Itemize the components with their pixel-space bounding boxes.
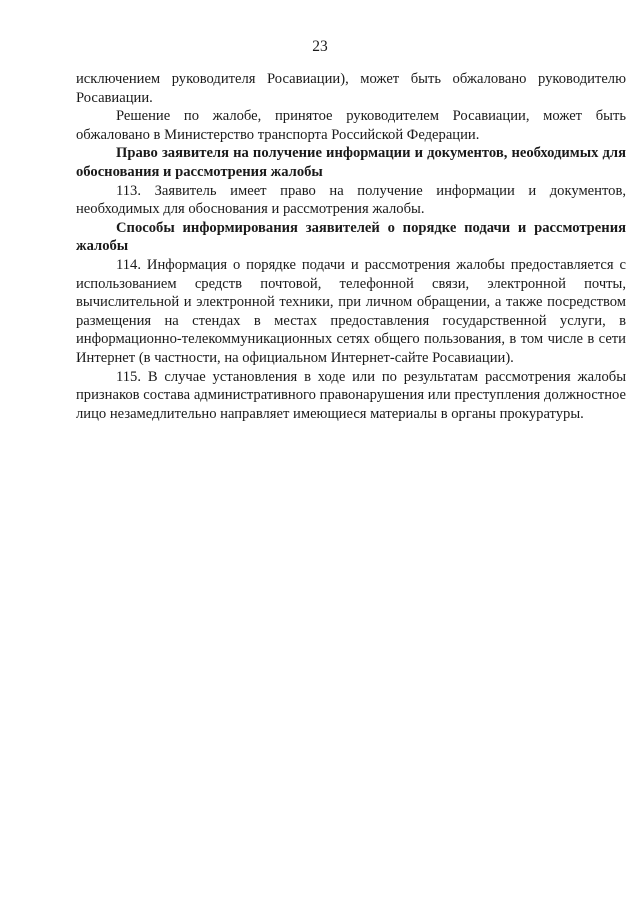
document-body — [76, 70, 626, 423]
page-number: 23 — [312, 38, 328, 55]
paragraph-continuation: исключением руководителя Росавиации), может быть обжаловано руководителю Росавиации. — [76, 71, 626, 106]
paragraph-114: 114. Информация о порядке подачи и рассмотрения жалобы предоставляется с использованием средств почтовой, телефонной связи, электронной почты, вычислительной и электронной техники, при личном обращении, а также посредством размещения на стендах в местах предоставления государственной услуги, в информационно-телекоммуникационных сетях общего пользования, в том числе в сети Интернет (в частности, на официальном Интернет-сайте Росавиации). — [76, 256, 626, 366]
paragraph-115: 115. В случае установления в ходе или по результатам рассмотрения жалобы признаков состава административного правонарушения или преступления должностное лицо незамедлительно направляет имеющиеся материалы в органы прокуратуры. — [76, 368, 626, 422]
paragraph-113: 113. Заявитель имеет право на получение информации и документов, необходимых для обоснования и рассмотрения жалобы. — [76, 182, 626, 218]
section-heading-right-to-information: Право заявителя на получение информации и документов, необходимых для обоснования и рассмотрения жалобы — [76, 145, 626, 180]
section-heading-informing-methods: Способы информирования заявителей о порядке подачи и рассмотрения жалобы — [76, 219, 626, 255]
paragraph-appeal-decision: Решение по жалобе, принятое руководителем Росавиации, может быть обжаловано в Министерство транспорта Российской Федерации. — [76, 108, 626, 143]
